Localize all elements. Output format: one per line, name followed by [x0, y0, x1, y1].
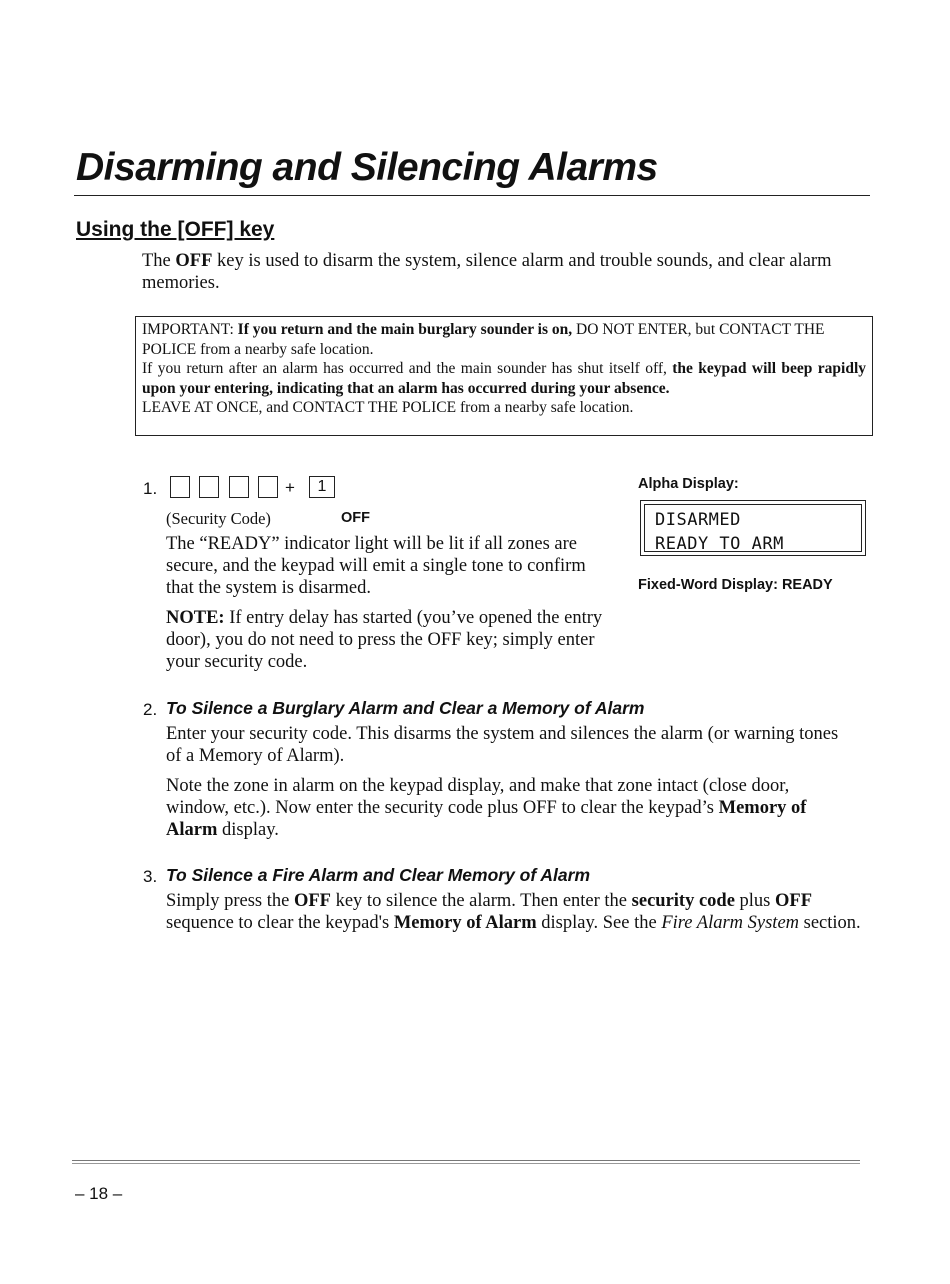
important-line-3: LEAVE AT ONCE, and CONTACT THE POLICE from a nearby safe location.	[142, 399, 634, 416]
footer-rule	[72, 1163, 860, 1164]
step-1-body	[166, 533, 618, 681]
step-2-heading: To Silence a Burglary Alarm and Clear a Memory of Alarm	[166, 698, 645, 718]
security-code-caption: (Security Code)	[166, 509, 271, 528]
page-number: – 18 –	[75, 1184, 123, 1203]
section-heading: Using the [OFF] key	[76, 218, 275, 241]
alpha-display-label: Alpha Display:	[638, 476, 739, 492]
step-3-body	[166, 890, 878, 942]
alpha-display-panel	[640, 500, 866, 556]
step-3-heading: To Silence a Fire Alarm and Clear Memory of Alarm	[166, 865, 591, 885]
step-2-paragraph-2: Note the zone in alarm on the keypad display, and make that zone intact (close door, window, etc.). Now enter the security code plus OFF to clear the keypad’s Memory of Alarm display.	[166, 776, 807, 840]
intro-paragraph: The OFF key is used to disarm the system, silence alarm and trouble sounds, and clear alarm memories.	[142, 251, 832, 293]
security-code-digit-box	[229, 476, 249, 498]
step-3-number: 3.	[143, 867, 158, 886]
plus-sign: +	[285, 478, 295, 497]
step-1-number: 1.	[143, 479, 158, 498]
step-2-body	[166, 723, 846, 849]
title-rule	[74, 195, 870, 196]
off-key-caption: OFF	[341, 510, 370, 526]
entry-delay-note: NOTE: If entry delay has started (you’ve opened the entry door), you do not need to press the OFF key; simply enter your security code.	[166, 608, 603, 672]
step-3-paragraph: Simply press the OFF key to silence the alarm. Then enter the security code plus OFF sequence to clear the keypad's Memory of Alarm display. See the Fire Alarm System section.	[166, 891, 861, 933]
important-line-1: IMPORTANT: If you return and the main burglary sounder is on, DO NOT ENTER, but CONTACT THE POLICE from a nearby safe location.	[142, 321, 825, 358]
fixed-word-display-label: Fixed-Word Display: READY	[638, 577, 833, 593]
security-code-digit-box	[170, 476, 190, 498]
key-1-box: 1	[309, 476, 335, 498]
important-notice-box	[135, 316, 873, 436]
security-code-digit-box	[258, 476, 278, 498]
important-line-2: If you return after an alarm has occurred and the main sounder has shut itself off, the keypad will beep rapidly upon your entering, indicating that an alarm has occurred during your absence.	[142, 360, 867, 397]
step-2-number: 2.	[143, 700, 158, 719]
security-code-digit-box	[199, 476, 219, 498]
ready-indicator-text: The “READY” indicator light will be lit if all zones are secure, and the keypad will emit a single tone to confirm that the system is disarmed.	[166, 534, 586, 598]
step-2-paragraph-1: Enter your security code. This disarms the system and silences the alarm (or warning tones of a Memory of Alarm).	[166, 724, 839, 766]
footer-rule	[72, 1160, 860, 1161]
alpha-display-line-2: READY TO ARM	[655, 534, 784, 554]
alpha-display-line-1: DISARMED	[655, 510, 741, 530]
page-title: Disarming and Silencing Alarms	[76, 146, 658, 189]
